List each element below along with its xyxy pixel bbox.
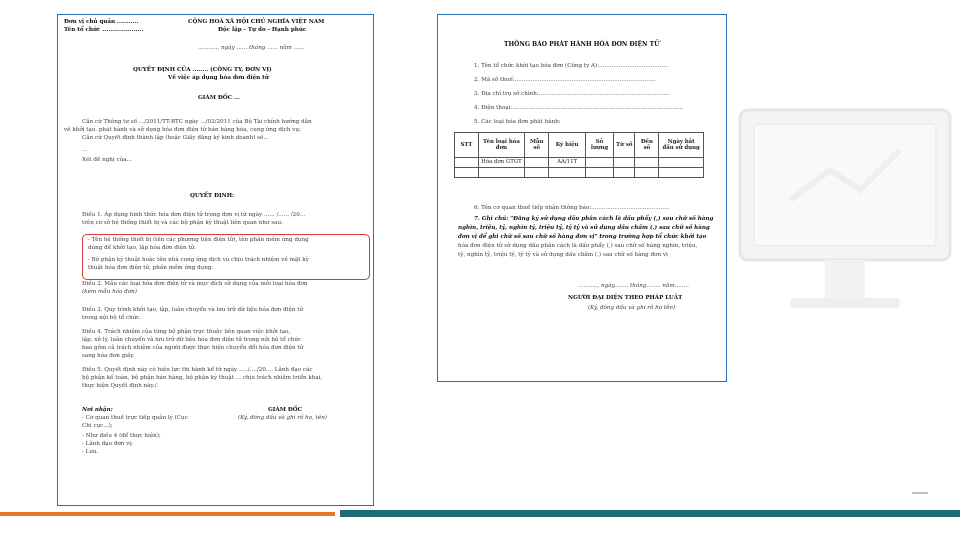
doc1-article-1-line-1: Điều 1. Áp dụng hình thức hóa đơn điện tử trong đơn vị từ ngày ...... /...... /20... (82, 212, 306, 218)
doc2-note-line-1: 7. Ghi chú: "Đăng ký sử dụng dấu phân cách là dấu phẩy (,) sau chữ số hàng (474, 216, 714, 222)
doc1-recipients-line-3: - Như điều 4 (để thực hiện); (82, 433, 161, 439)
table-cell (525, 168, 549, 178)
table-header-cell: Ký hiệu (549, 133, 586, 158)
table-row (455, 158, 704, 168)
doc1-article-5-line-3: thực hiện Quyết định này./. (82, 383, 159, 389)
table-header-cell: STT (455, 133, 479, 158)
table-cell (659, 158, 704, 168)
invoice-types-table (454, 132, 704, 178)
table-header-cell: Tên loại hóa đơn (478, 133, 524, 158)
doc1-article-4-line-2: lập, xử lý, luân chuyển và lưu trữ dữ liệu hóa đơn điện tử trong nội bộ tổ chức (82, 337, 302, 343)
table-header-cell: Từ số (614, 133, 635, 158)
monitor-illustration-icon (730, 80, 960, 340)
doc1-highlight-line-4: thuật hóa đơn điện tử, phần mềm ứng dụng. (88, 265, 214, 271)
footer-bar-orange (0, 512, 335, 516)
doc2-line-6: 6. Tên cơ quan thuế tiếp nhận thông báo:............................................ (474, 205, 670, 211)
table-cell (478, 168, 524, 178)
doc2-note-line-4: hóa đơn điện tử sử dụng dấu phân cách là dấu phẩy (,) sau chữ số hàng nghìn, triệu, (458, 243, 698, 249)
table-header-cell: Đến số (635, 133, 659, 158)
table-cell (586, 168, 614, 178)
doc1-date-line: ..........., ngày ...... tháng ...... năm ...... (198, 45, 305, 51)
doc1-header-left-2: Tên tổ chức ..................... (64, 27, 144, 33)
doc1-article-1-line-2: trên cơ sở hệ thống thiết bị và các bộ phận kỹ thuật liên quan như sau: (82, 220, 283, 226)
doc1-decision-heading: QUYẾT ĐỊNH: (190, 193, 235, 199)
table-cell (455, 158, 479, 168)
doc1-recipients-line-2: Chi cục...); (82, 423, 113, 429)
doc1-director-heading: GIÁM ĐỐC ... (198, 95, 240, 101)
table-cell (549, 168, 586, 178)
doc2-note-line-5: tỷ, nghìn tỷ, triệu tỷ, tỷ tỷ và sử dụng dấu chấm (.) sau chữ số hàng đơn vị (458, 252, 668, 258)
table-cell (614, 158, 635, 168)
doc2-note-line-2: nghìn, triệu, tỷ, nghìn tỷ, triệu tỷ, tỷ tỷ và sử dụng dấu chấm (.) sau chữ số hàng (458, 225, 710, 231)
doc2-representative-note: (Ký, đóng dấu và ghi rõ họ tên) (588, 305, 676, 311)
table-cell (614, 168, 635, 178)
doc1-article-3-line-2: trong nội bộ tổ chức. (82, 315, 142, 321)
table-cell (635, 168, 659, 178)
decision-document (57, 14, 374, 506)
table-cell (659, 168, 704, 178)
doc1-article-4-line-1: Điều 4. Trách nhiệm của từng bộ phận trực thuộc liên quan việc khởi tạo, (82, 329, 291, 335)
footer-bar (0, 508, 960, 522)
doc1-subtitle: Về việc áp dụng hóa đơn điện tử (168, 75, 269, 81)
doc1-recipients-heading: Nơi nhận: (82, 407, 113, 413)
doc2-line-5: 5. Các loại hóa đơn phát hành: (474, 119, 561, 125)
doc1-highlight-line-3: - Bộ phận kỹ thuật hoặc tên nhà cung ứng dịch vụ chịu trách nhiệm về mặt kỹ (88, 257, 309, 263)
doc2-line-1: 1. Tên tổ chức khởi tạo hóa đơn (Công ty A):....................................... (474, 63, 669, 69)
doc2-date-line: ..........., ngày........ tháng........ năm........ (578, 283, 689, 289)
doc2-line-4: 4. Điện thoại:................................................................................................ (474, 105, 684, 111)
doc1-basis-2: về khởi tạo, phát hành và sử dụng hóa đơn điện tử bán hàng hóa, cung ứng dịch vụ; (64, 127, 301, 133)
doc1-signature-note: (Ký, đóng dấu và ghi rõ họ, tên) (238, 415, 327, 421)
footer-bar-teal (340, 510, 960, 517)
doc2-line-2: 2. Mã số thuế:............................................................................... (474, 77, 656, 83)
doc1-highlight-line-2: dùng để khởi tạo, lập hóa đơn điện tử. (88, 245, 196, 251)
doc2-representative: NGƯỜI ĐẠI DIỆN THEO PHÁP LUẬT (568, 295, 683, 301)
table-cell (586, 158, 614, 168)
table-cell (455, 168, 479, 178)
doc2-line-3: 3. Địa chỉ trụ sở chính:.......................................................................... (474, 91, 671, 97)
doc2-note-line-3: đơn vị để ghi chữ số sau chữ số hàng đơn vị" trong trường hợp tổ chức khởi tạo (458, 234, 707, 240)
issuance-notice-document (437, 14, 727, 382)
doc1-article-2-line-1: Điều 2. Mẫu các loại hóa đơn điện tử và mục đích sử dụng của mỗi loại hóa đơn (82, 281, 308, 287)
doc1-recipients-line-4: - Lãnh đạo đơn vị; (82, 441, 133, 447)
doc1-header-right-1: CỘNG HOÀ XÃ HỘI CHỦ NGHĨA VIỆT NAM (188, 19, 325, 25)
doc1-recipients-line-1: - Cơ quan thuế trực tiếp quản lý (Cục (82, 415, 188, 421)
doc1-basis-5: Xét đề nghị của... (82, 157, 132, 163)
doc1-title: QUYẾT ĐỊNH CỦA ........ (CÔNG TY, ĐƠN VỊ) (133, 67, 272, 73)
table-header-cell: Mẫu số (525, 133, 549, 158)
doc1-signature-heading: GIÁM ĐỐC (268, 407, 303, 413)
table-header-cell: Ngày bắt đầu sử dụng (659, 133, 704, 158)
doc1-basis-1: Căn cứ Thông tư số .../2011/TT-BTC ngày .../02/2011 của Bộ Tài chính hướng dẫn (82, 119, 312, 125)
table-cell: Hóa đơn GTGT (478, 158, 524, 168)
doc1-article-5-line-2: bộ phận kế toán, bộ phận bán hàng, bộ phận kỹ thuật ... chịu trách nhiệm triển khai, (82, 375, 323, 381)
doc1-header-left-1: Đơn vị chủ quản ........... (64, 19, 139, 25)
table-header-row (455, 133, 704, 158)
doc1-article-3-line-1: Điều 3. Quy trình khởi tạo, lập, luân chuyển và lưu trữ dữ liệu hóa đơn điện tử (82, 307, 304, 313)
doc1-recipients-line-5: - Lưu. (82, 449, 99, 455)
slide-indicator (912, 492, 928, 494)
doc1-basis-4: ... (82, 147, 88, 153)
table-cell: AA/11T (549, 158, 586, 168)
doc2-title: THÔNG BÁO PHÁT HÀNH HÓA ĐƠN ĐIỆN TỬ (504, 41, 660, 48)
table-row (455, 168, 704, 178)
doc1-basis-3: Căn cứ Quyết định thành lập (hoặc Giấy đăng ký kinh doanh) số... (82, 135, 269, 141)
doc1-highlight-line-1: - Tên hệ thống thiết bị (tên các phương tiện điện tử), tên phần mềm ứng dụng (88, 237, 309, 243)
table-cell (525, 158, 549, 168)
doc1-header-right-2: Độc lập - Tự do - Hạnh phúc (218, 27, 307, 33)
doc1-article-4-line-4: sang hóa đơn giấy. (82, 353, 135, 359)
doc1-article-5-line-1: Điều 5. Quyết định này có hiệu lực thi hành kể từ ngày ...../..../20.... Lãnh đạo các (82, 367, 313, 373)
doc1-article-2-line-2: (kèm mẫu hóa đơn) (82, 289, 137, 295)
table-header-cell: Số lượng (586, 133, 614, 158)
doc1-article-4-line-3: bao gồm cả trách nhiệm của người được thực hiện chuyển đổi hóa đơn điện tử (82, 345, 304, 351)
table-cell (635, 158, 659, 168)
